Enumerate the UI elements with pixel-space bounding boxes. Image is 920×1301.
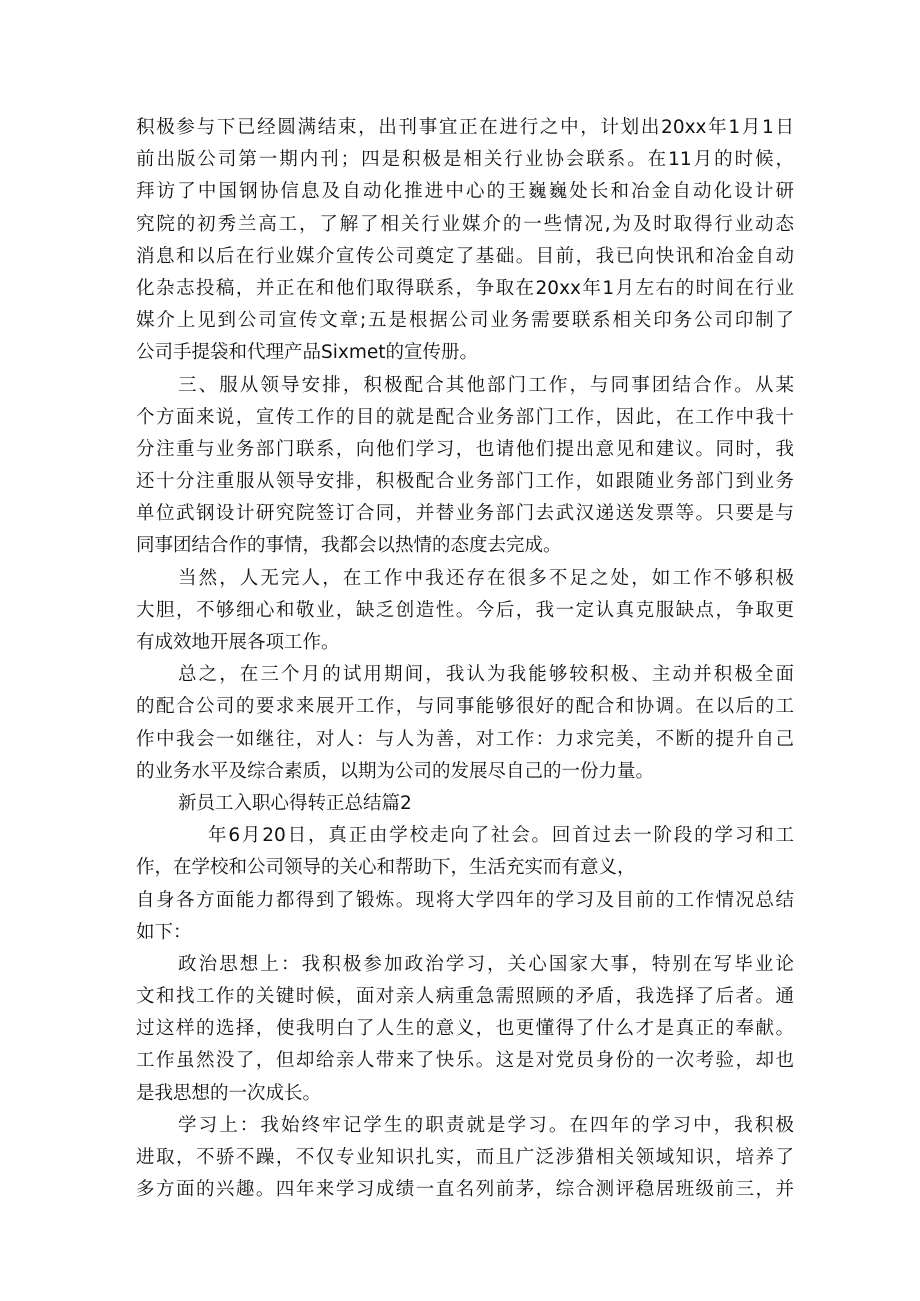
text-line: 的业务水平及综合素质，以期为公司的发展尽自己的一份力量。 (136, 760, 655, 782)
text-line: 大胆，不够细心和敬业，缺乏创造性。今后，我一定认真克服缺点，争取更 (136, 599, 794, 621)
text-line: 分注重与业务部门联系，向他们学习，也请他们提出意见和建议。同时，我 (136, 438, 794, 460)
text-line: 究院的初秀兰高工，了解了相关行业媒介的一些情况,为及时取得行业动态 (136, 213, 794, 235)
text-line: 政治思想上：我积极参加政治学习，关心国家大事，特别在写毕业论 (178, 953, 794, 975)
text-line: 三、服从领导安排，积极配合其他部门工作，与同事团结合作。从某 (178, 374, 794, 396)
text-line: 自身各方面能力都得到了锻炼。现将大学四年的学习及目前的工作情况总结 (136, 889, 794, 911)
text-line: 是我思想的一次成长。 (136, 1082, 322, 1104)
text-line: 单位武钢设计研究院签订合同，并替业务部门去武汉递送发票等。只要是与 (136, 503, 794, 525)
text-line: 前出版公司第一期内刊；四是积极是相关行业协会联系。在11月的时候， (136, 149, 794, 171)
text-line: 个方面来说，宣传工作的目的就是配合业务部门工作，因此，在工作中我十 (136, 406, 794, 428)
text-line: 化杂志投稿，并正在和他们取得联系，争取在20xx年1月左右的时间在行业 (136, 277, 794, 299)
text-line: 同事团结合作的事情，我都会以热情的态度去完成。 (136, 535, 562, 557)
text-line: 的配合公司的要求来展开工作，与同事能够很好的配合和协调。在以后的工 (136, 696, 794, 718)
text-line: 还十分注重服从领导安排，积极配合业务部门工作，如跟随业务部门到业务 (136, 471, 794, 493)
text-line: 公司手提袋和代理产品Sixmet的宣传册。 (136, 342, 478, 364)
section-heading: 新员工入职心得转正总结篇2 (178, 792, 412, 814)
text-line: 多方面的兴趣。四年来学习成绩一直名列前茅，综合测评稳居班级前三，并 (136, 1179, 794, 1201)
text-line: 过这样的选择，使我明白了人生的意义，也更懂得了什么才是真正的奉献。 (136, 1018, 794, 1040)
document-page (136, 112, 794, 1206)
text-line: 作中我会一如继往，对人：与人为善，对工作：力求完美，不断的提升自己 (136, 728, 794, 750)
text-line: 学习上：我始终牢记学生的职责就是学习。在四年的学习中，我积极 (178, 1114, 794, 1136)
text-line: 年6月20日，真正由学校走向了社会。回首过去一阶段的学习和工 (208, 825, 794, 847)
text-line: 进取，不骄不躁，不仅专业知识扎实，而且广泛涉猎相关领域知识，培养了 (136, 1147, 794, 1168)
text-line: 消息和以后在行业媒介宣传公司奠定了基础。目前，我已向快讯和冶金自动 (136, 245, 794, 267)
text-line: 积极参与下已经圆满结束，出刊事宜正在进行之中，计划出20xx年1月1日 (136, 117, 794, 138)
text-line: 如下： (136, 921, 192, 943)
text-line: 总之，在三个月的试用期间，我认为我能够较积极、主动并积极全面 (178, 664, 794, 686)
text-line: 工作虽然没了，但却给亲人带来了快乐。这是对党员身份的一次考验，却也 (136, 1050, 794, 1072)
text-line: 媒介上见到公司宣传文章;五是根据公司业务需要联系相关印务公司印制了 (136, 310, 794, 332)
text-line: 文和找工作的关键时候，面对亲人病重急需照顾的矛盾，我选择了后者。通 (136, 986, 794, 1008)
text-line: 作，在学校和公司领导的关心和帮助下，生活充实而有意义， (136, 857, 636, 879)
text-line: 有成效地开展各项工作。 (136, 632, 340, 653)
text-line: 当然，人无完人，在工作中我还存在很多不足之处，如工作不够积极 (178, 567, 794, 589)
text-line: 拜访了中国钢协信息及自动化推进中心的王巍巍处长和冶金自动化设计研 (136, 181, 794, 203)
